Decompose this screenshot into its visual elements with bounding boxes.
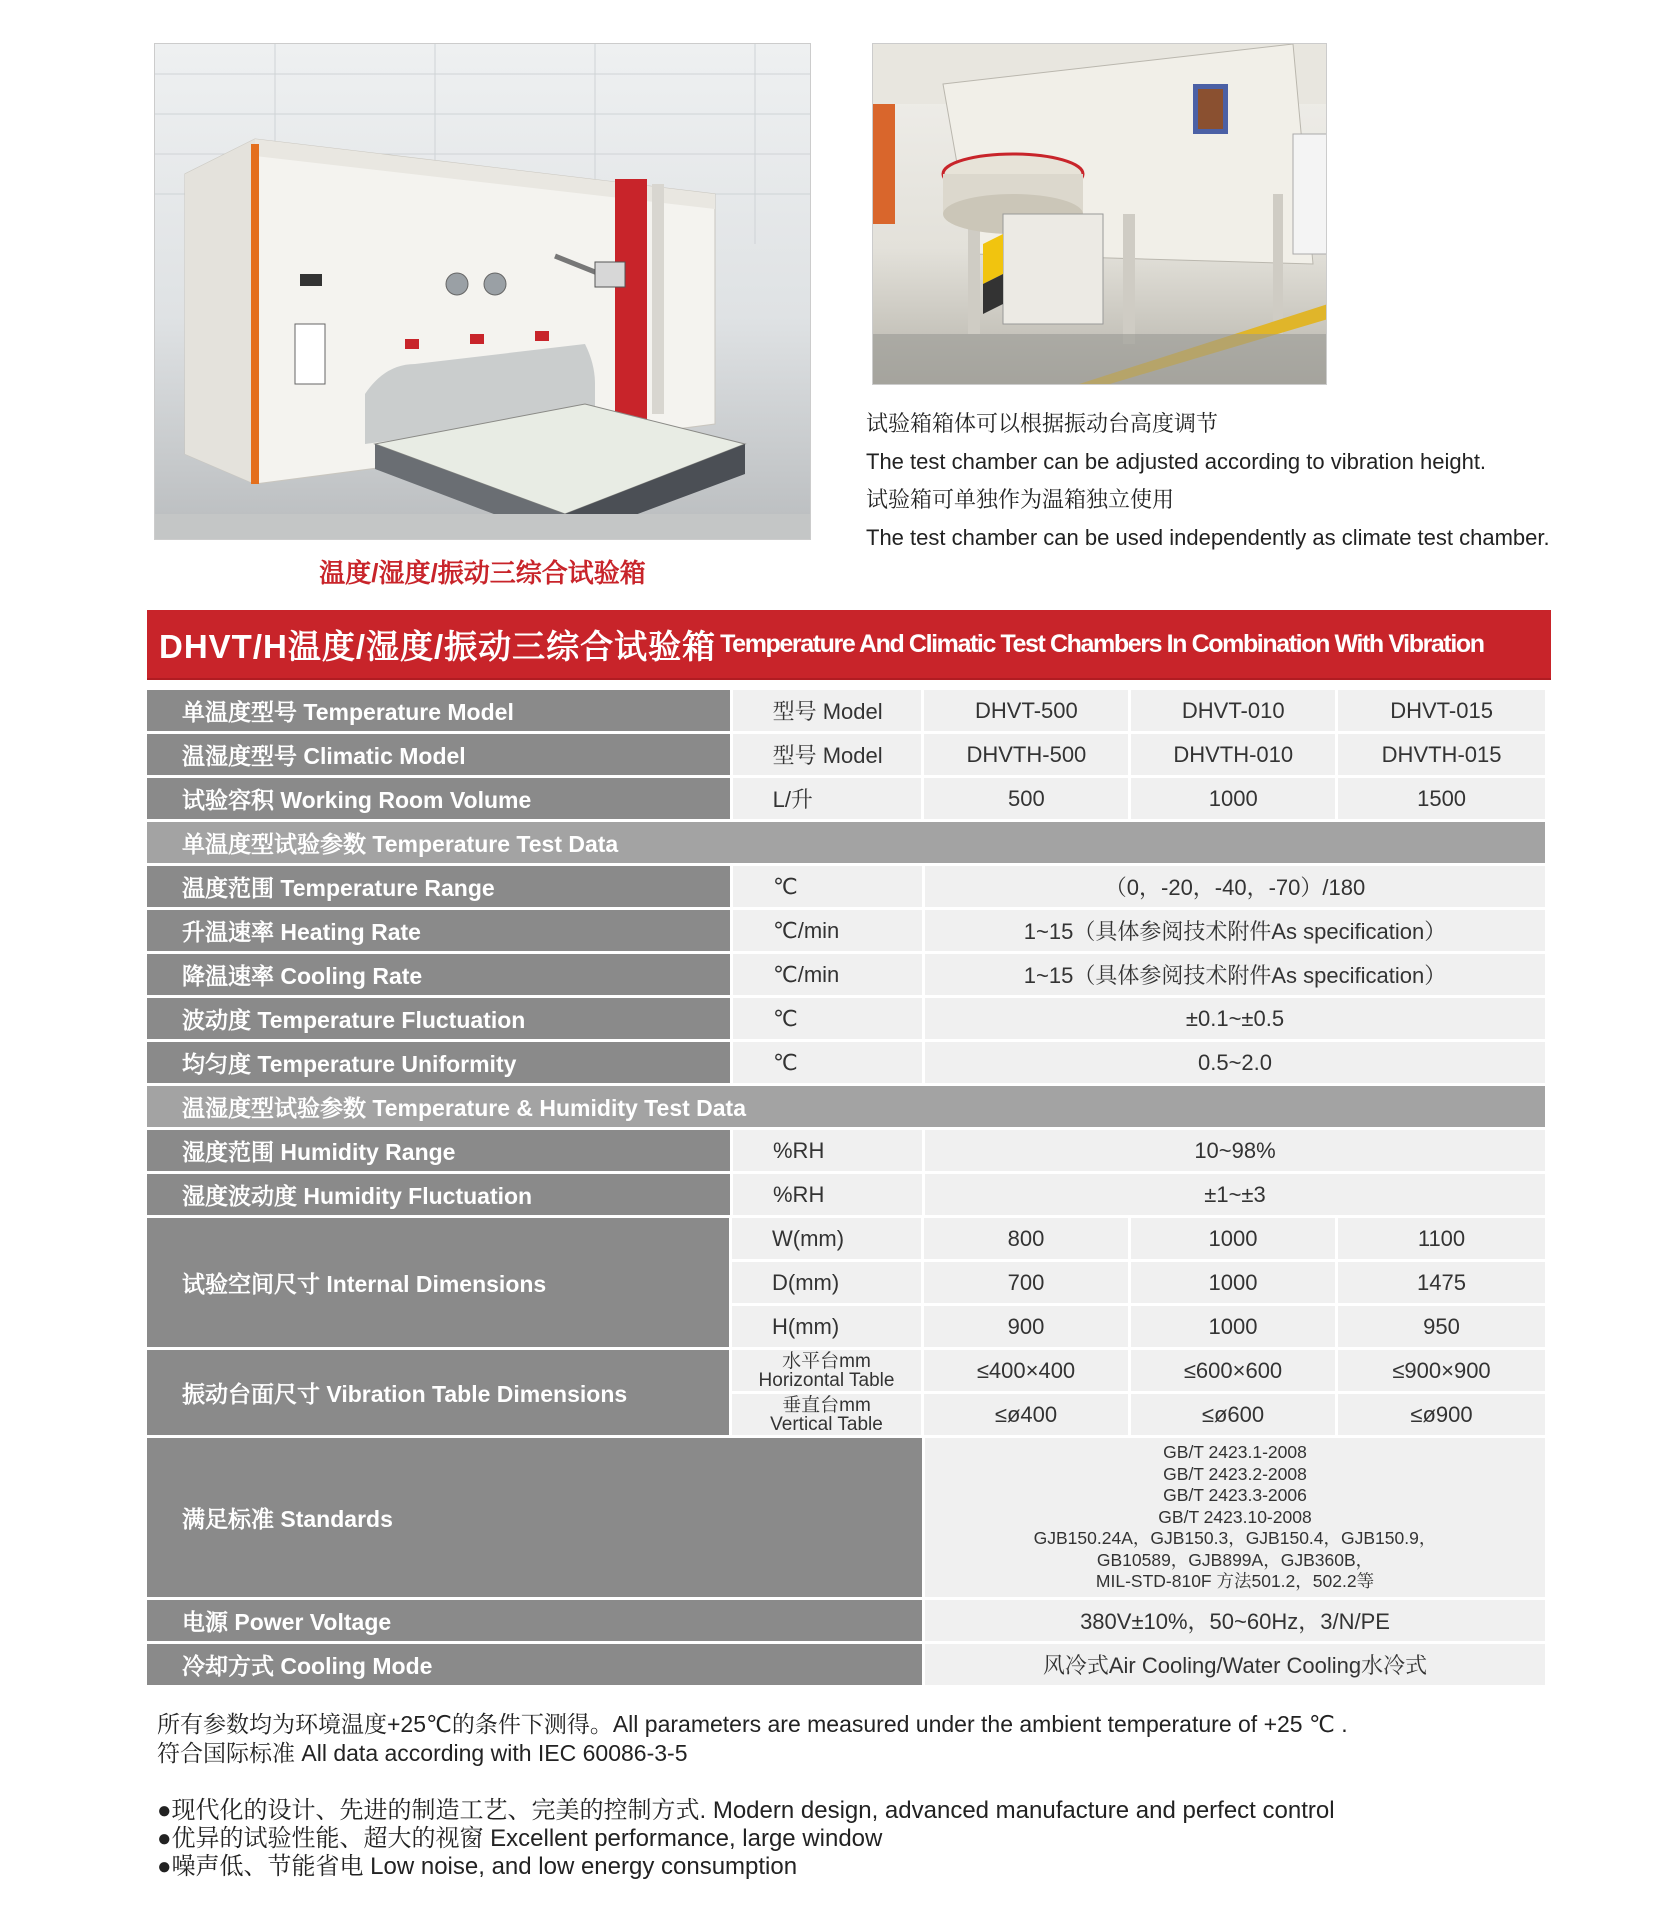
standard-line: GB/T 2423.2-2008 [1163,1463,1307,1484]
row-label: 单温度型号 Temperature Model [147,690,733,734]
table-row-cooling-rate [147,954,1545,998]
cell-value: ≤ø900 [1338,1394,1545,1438]
table-row [732,1394,1545,1438]
measurement-note [157,1710,1348,1768]
cell-value: 900 [924,1306,1131,1350]
table-row-humidity-range [147,1130,1545,1174]
table-row-humidity-fluctuation [147,1174,1545,1218]
right-photo-caption [866,405,1556,557]
feature-item: ●现代化的设计、先进的制造工艺、完美的控制方式. Modern design, advanced manufacture and perfect control [157,1797,1335,1824]
chamber-illustration [155,44,811,540]
table-row [732,1218,1545,1262]
cell-value: DHVT-015 [1338,690,1545,734]
table-group-internal-dimensions [147,1218,1545,1350]
row-unit: L/升 [733,778,925,822]
row-label: 温湿度型号 Climatic Model [147,734,733,778]
table-row-heating-rate [147,910,1545,954]
banner-title-cn: DHVT/H温度/湿度/振动三综合试验箱 [159,627,717,665]
group-label: 试验空间尺寸 Internal Dimensions [147,1218,732,1350]
table-row-temp-model [147,690,1545,734]
row-label: 湿度波动度 Humidity Fluctuation [147,1174,733,1218]
caption-line-2: The test chamber can be adjusted according to vibration height. [866,449,1487,474]
note-line: 符合国际标准 All data according with IEC 60086-3-5 [157,1740,688,1766]
table-row [732,1306,1545,1350]
row-label: 满足标准 Standards [147,1438,925,1600]
cell-value: DHVTH-010 [1131,734,1338,778]
row-unit: H(mm) [732,1306,924,1350]
cell-value: 1000 [1131,1306,1338,1350]
caption-line-3: 试验箱可单独作为温箱独立使用 [866,487,1175,512]
cell-value: ≤400×400 [924,1350,1131,1394]
standards-list [925,1438,1545,1600]
table-row-uniformity [147,1042,1545,1086]
row-unit: ℃/min [733,910,925,954]
cell-value: 1475 [1338,1262,1545,1306]
row-label: 湿度范围 Humidity Range [147,1130,733,1174]
section-heading: 单温度型试验参数 Temperature Test Data [147,822,1545,866]
caption-line-1: 试验箱箱体可以根据振动台高度调节 [866,411,1219,436]
row-unit: ℃ [733,866,925,910]
row-unit: 型号 Model [733,734,925,778]
left-photo-caption: 温度/湿度/振动三综合试验箱 [319,558,646,588]
row-label: 温度范围 Temperature Range [147,866,733,910]
table-row-power [147,1600,1545,1644]
cell-value: （0，-20，-40，-70）/180 [925,866,1545,910]
cell-value: DHVT-500 [924,690,1131,734]
standard-line: MIL-STD-810F 方法501.2，502.2等 [1095,1571,1375,1592]
row-label: 波动度 Temperature Fluctuation [147,998,733,1042]
table-group-vibration-dimensions [147,1350,1545,1438]
standard-line: GB/T 2423.3-2006 [1163,1485,1307,1506]
cell-value: 700 [924,1262,1131,1306]
cell-value: 10~98% [925,1130,1545,1174]
cell-value: 380V±10%，50~60Hz，3/N/PE [925,1600,1545,1644]
caption-line-4: The test chamber can be used independently as climate test chamber. [866,525,1550,550]
row-label: 电源 Power Voltage [147,1600,925,1644]
standard-line: GB/T 2423.1-2008 [1163,1442,1307,1463]
chamber-photo-right [872,43,1327,385]
cell-value: 500 [924,778,1131,822]
vibration-setup-illustration [873,44,1327,385]
cell-value: 1000 [1131,778,1338,822]
unit-cn: 水平台mm [782,1350,871,1372]
cell-value: ±1~±3 [925,1174,1545,1218]
row-unit [732,1394,924,1438]
unit-en: Vertical Table [770,1413,883,1435]
row-unit: 型号 Model [733,690,925,734]
row-label: 试验容积 Working Room Volume [147,778,733,822]
cell-value: DHVTH-015 [1338,734,1545,778]
standard-line: GB/T 2423.10-2008 [1158,1506,1312,1527]
standard-line: GB10589，GJB899A，GJB360B， [1096,1549,1374,1570]
cell-value: 风冷式Air Cooling/Water Cooling水冷式 [925,1644,1545,1688]
row-unit: ℃ [733,998,925,1042]
cell-value: 1~15（具体参阅技术附件As specification） [925,910,1545,954]
cell-value: 0.5~2.0 [925,1042,1545,1086]
cell-value: 800 [924,1218,1131,1262]
row-label: 降温速率 Cooling Rate [147,954,733,998]
table-row [732,1350,1545,1394]
table-row-standards [147,1438,1545,1600]
note-line: 所有参数均为环境温度+25℃的条件下测得。All parameters are measured under the ambient temperature of +25 ℃ . [157,1711,1348,1737]
feature-item: ●噪声低、节能省电 Low noise, and low energy consumption [157,1853,798,1880]
row-unit [732,1350,924,1394]
table-row-volume [147,778,1545,822]
group-label: 振动台面尺寸 Vibration Table Dimensions [147,1350,732,1438]
cell-value: 1100 [1338,1218,1545,1262]
cell-value: ≤ø400 [924,1394,1131,1438]
row-unit: ℃ [733,1042,925,1086]
cell-value: DHVT-010 [1131,690,1338,734]
row-unit: ℃/min [733,954,925,998]
unit-cn: 垂直台mm [782,1394,871,1416]
row-label: 冷却方式 Cooling Mode [147,1644,925,1688]
spec-banner [147,610,1551,680]
cell-value: 1500 [1338,778,1545,822]
cell-value: ≤600×600 [1131,1350,1338,1394]
row-label: 升温速率 Heating Rate [147,910,733,954]
chamber-photo-left [154,43,811,540]
table-row-temp-range [147,866,1545,910]
standard-line: GJB150.24A，GJB150.3，GJB150.4，GJB150.9， [1033,1528,1437,1549]
row-unit: W(mm) [732,1218,924,1262]
feature-item: ●优异的试验性能、超大的视窗 Excellent performance, large window [157,1825,883,1852]
cell-value: 1~15（具体参阅技术附件As specification） [925,954,1545,998]
table-row-climatic-model [147,734,1545,778]
cell-value: 950 [1338,1306,1545,1350]
row-unit: %RH [733,1130,925,1174]
banner-title-en: Temperature And Climatic Test Chambers In Combination With Vibration [720,629,1484,658]
table-row-fluctuation [147,998,1545,1042]
table-row [732,1262,1545,1306]
row-label: 均匀度 Temperature Uniformity [147,1042,733,1086]
cell-value: 1000 [1131,1262,1338,1306]
cell-value: ≤ø600 [1131,1394,1338,1438]
unit-en: Horizontal Table [758,1369,895,1391]
table-row-cooling-mode [147,1644,1545,1688]
spec-table [147,690,1545,1688]
row-unit: D(mm) [732,1262,924,1306]
row-unit: %RH [733,1174,925,1218]
table-section-humidity [147,1086,1545,1130]
table-section-temp [147,822,1545,866]
cell-value: DHVTH-500 [924,734,1131,778]
cell-value: ≤900×900 [1338,1350,1545,1394]
cell-value: 1000 [1131,1218,1338,1262]
feature-list [157,1797,1335,1881]
cell-value: ±0.1~±0.5 [925,998,1545,1042]
section-heading: 温湿度型试验参数 Temperature & Humidity Test Data [147,1086,1545,1130]
